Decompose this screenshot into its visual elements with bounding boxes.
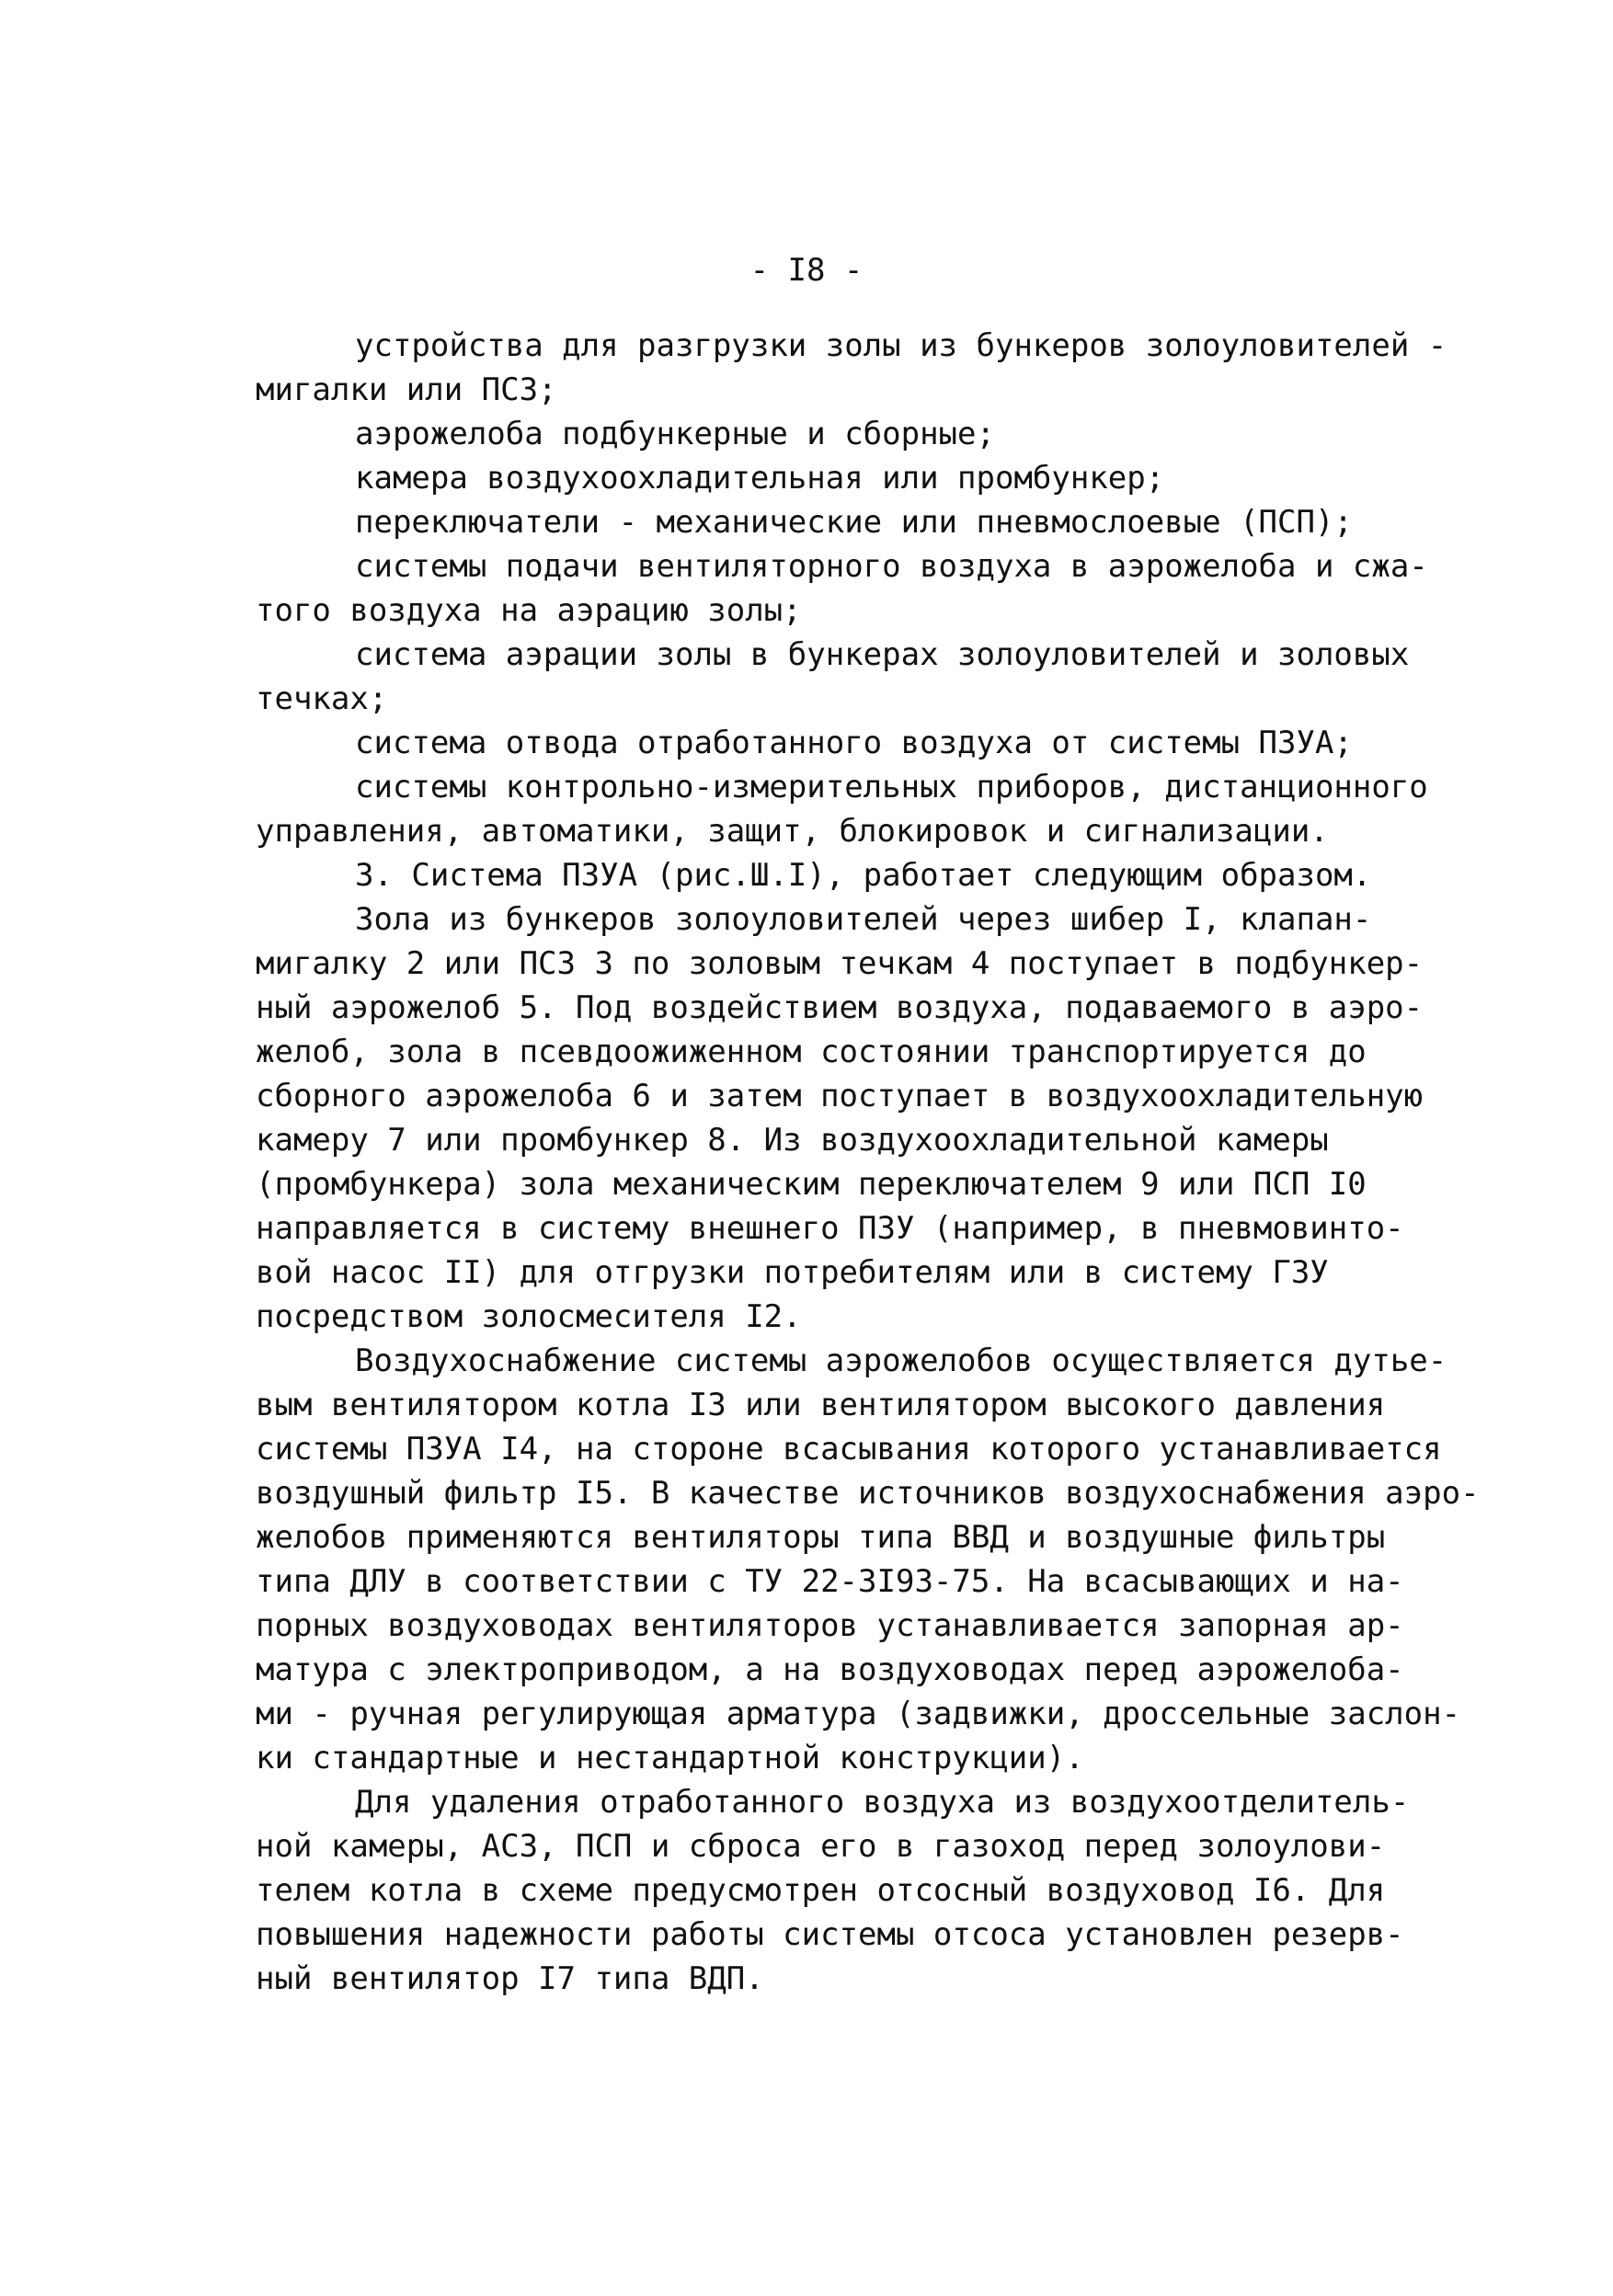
text-line: направляется в систему внешнего ПЗУ (например, в пневмовинто- bbox=[256, 1210, 1404, 1247]
text-line: порных воздуховодах вентиляторов устанавливается запорная ар- bbox=[256, 1607, 1404, 1644]
text-line: мигалки или ПСЗ; bbox=[256, 371, 557, 408]
text-line: вой насос II) для отгрузки потребителям или в систему ГЗУ bbox=[256, 1254, 1329, 1291]
text-line: сборного аэрожелоба 6 и затем поступает в воздухоохладительную bbox=[256, 1078, 1424, 1114]
text-line: ной камеры, АСЗ, ПСП и сброса его в газоход перед золоулови- bbox=[256, 1828, 1386, 1865]
text-line: того воздуха на аэрацию золы; bbox=[256, 592, 802, 629]
text-line: (промбункера) зола механическим переключателем 9 или ПСП I0 bbox=[256, 1166, 1367, 1203]
text-line: ми - ручная регулирующая арматура (задвижки, дроссельные заслон- bbox=[256, 1696, 1461, 1732]
text-line: ки стандартные и нестандартной конструкции). bbox=[256, 1740, 1084, 1776]
text-line: Для удаления отработанного воздуха из воздухоотделитель- bbox=[355, 1784, 1410, 1821]
text-line: желоб, зола в псевдоожиженном состоянии транспортируется до bbox=[256, 1034, 1367, 1070]
text-line: повышения надежности работы системы отсоса установлен резерв- bbox=[256, 1916, 1404, 1953]
text-line: системы подачи вентиляторного воздуха в аэрожелоба и сжа- bbox=[355, 548, 1428, 585]
text-line: типа ДЛУ в соответствии с ТУ 22-3I93-75. На всасывающих и на- bbox=[256, 1563, 1404, 1600]
text-line: управления, автоматики, защит, блокировок и сигнализации. bbox=[256, 813, 1329, 850]
text-line: система отвода отработанного воздуха от системы ПЗУА; bbox=[355, 725, 1353, 761]
text-line: желобов применяются вентиляторы типа ВВД и воздушные фильтры bbox=[256, 1519, 1386, 1556]
text-line: Зола из бункеров золоуловителей через шибер I, клапан- bbox=[355, 901, 1372, 938]
text-line: переключатели - механические или пневмослоевые (ПСП); bbox=[355, 504, 1353, 541]
page-number: - I8 - bbox=[749, 252, 864, 289]
text-line: система аэрации золы в бункерах золоуловителей и золовых bbox=[355, 636, 1410, 673]
text-line: камеру 7 или промбункер 8. Из воздухоохладительной камеры bbox=[256, 1122, 1329, 1159]
text-line: посредством золосмесителя I2. bbox=[256, 1298, 802, 1335]
text-line: аэрожелоба подбункерные и сборные; bbox=[355, 416, 995, 452]
text-line: 3. Система ПЗУА (рис.Ш.I), работает следующим образом. bbox=[355, 857, 1372, 894]
text-line: матура с электроприводом, а на воздуховодах перед аэрожелоба- bbox=[256, 1651, 1404, 1688]
text-line: ный аэрожелоб 5. Под воздействием воздуха, подаваемого в аэро- bbox=[256, 989, 1424, 1026]
text-line: системы контрольно-измерительных приборов, дистанционного bbox=[355, 769, 1428, 805]
text-line: системы ПЗУА I4, на стороне всасывания которого устанавливается bbox=[256, 1431, 1442, 1468]
text-line: вым вентилятором котла I3 или вентилятором высокого давления bbox=[256, 1387, 1386, 1423]
body-text bbox=[256, 324, 1480, 2001]
text-line: телем котла в схеме предусмотрен отсосный воздуховод I6. Для bbox=[256, 1872, 1386, 1909]
text-line: Воздухоснабжение системы аэрожелобов осуществляется дутье- bbox=[355, 1342, 1447, 1379]
text-line: ный вентилятор I7 типа ВДП. bbox=[256, 1960, 764, 1997]
text-line: течках; bbox=[256, 680, 388, 717]
text-line: камера воздухоохладительная или промбункер; bbox=[355, 460, 1165, 497]
text-line: воздушный фильтр I5. В качестве источников воздухоснабжения аэро- bbox=[256, 1475, 1480, 1512]
text-line: мигалку 2 или ПСЗ 3 по золовым течкам 4 поступает в подбункер- bbox=[256, 945, 1424, 982]
text-line: устройства для разгрузки золы из бункеров золоуловителей - bbox=[355, 327, 1447, 364]
